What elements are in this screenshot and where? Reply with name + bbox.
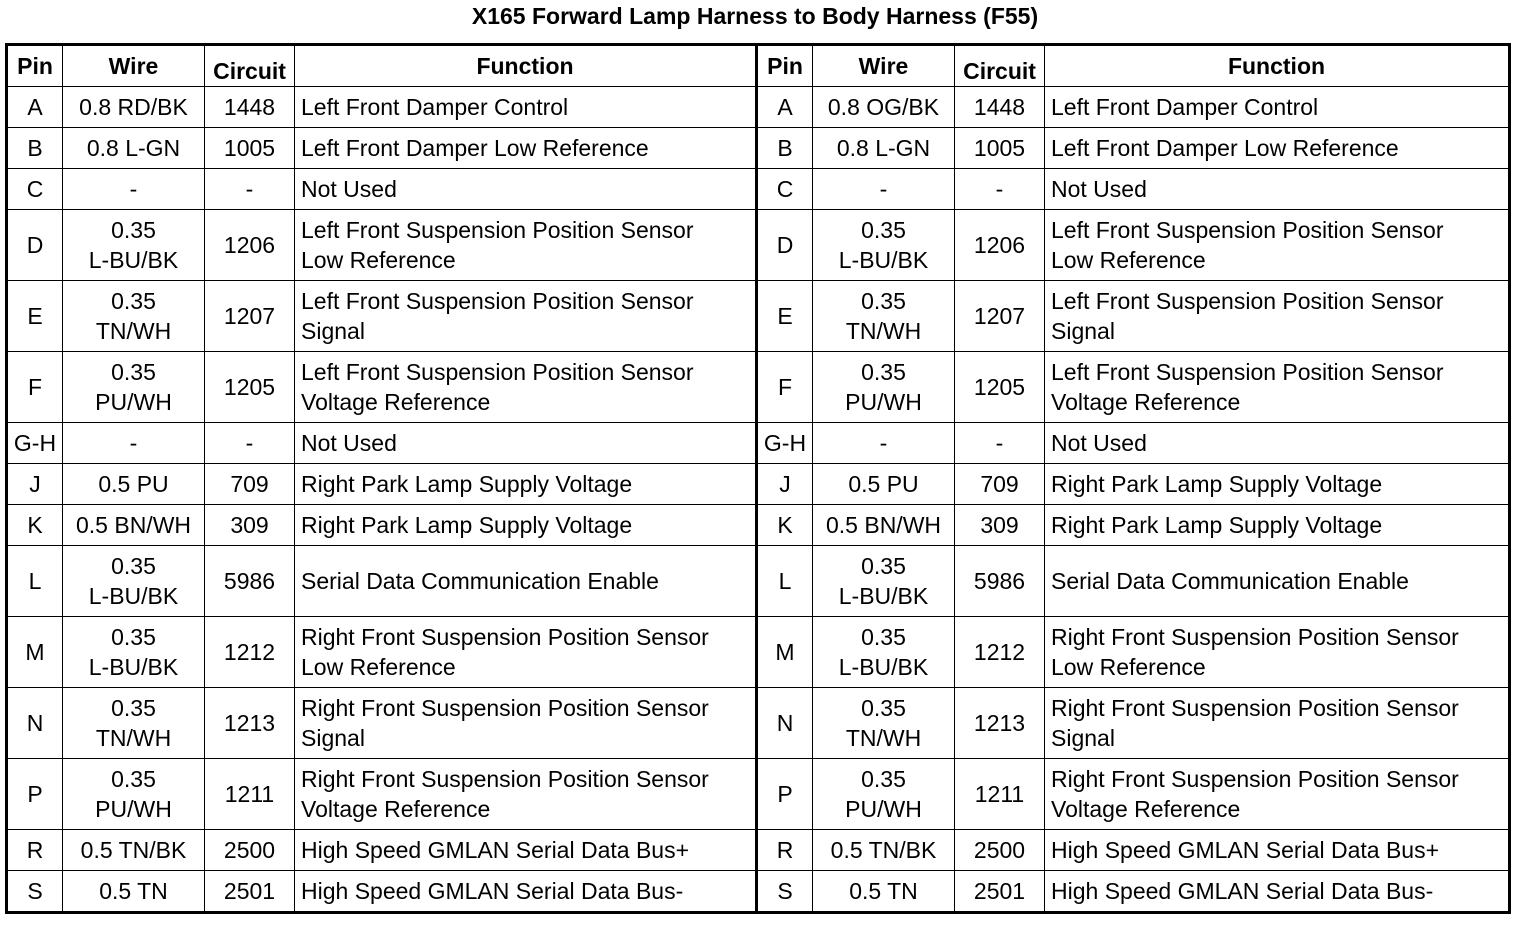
wire-cell bbox=[813, 871, 955, 913]
wire-cell bbox=[813, 210, 955, 281]
wire-cell bbox=[63, 210, 205, 281]
function-text: Right Park Lamp Supply Voltage bbox=[1051, 512, 1383, 538]
function-text: Signal bbox=[1051, 318, 1115, 344]
wire-text: 0.5 TN/BK bbox=[80, 837, 187, 863]
function-cell bbox=[1045, 505, 1510, 546]
wire-text: 0.35 bbox=[111, 288, 156, 314]
circuit-cell: 2501 bbox=[955, 871, 1045, 913]
wire-cell bbox=[813, 423, 955, 464]
pin-cell: M bbox=[757, 617, 813, 688]
pin-cell: A bbox=[757, 87, 813, 128]
pin-cell: S bbox=[7, 871, 63, 913]
wire-cell bbox=[813, 759, 955, 830]
function-cell bbox=[1045, 423, 1510, 464]
wire-text: TN/WH bbox=[845, 725, 922, 751]
pin-cell: K bbox=[7, 505, 63, 546]
wire-cell bbox=[63, 505, 205, 546]
wire-cell bbox=[63, 546, 205, 617]
wire-cell bbox=[813, 464, 955, 505]
pin-cell: N bbox=[7, 688, 63, 759]
circuit-cell: 709 bbox=[205, 464, 295, 505]
wire-text: 0.5 BN/WH bbox=[75, 512, 192, 538]
function-cell bbox=[1045, 830, 1510, 871]
pin-cell: R bbox=[7, 830, 63, 871]
function-text: Signal bbox=[1051, 725, 1115, 751]
pin-cell: D bbox=[7, 210, 63, 281]
function-text: Left Front Damper Low Reference bbox=[1051, 135, 1399, 161]
pin-cell: L bbox=[7, 546, 63, 617]
wire-text: 0.35 bbox=[861, 624, 906, 650]
wire-cell bbox=[63, 352, 205, 423]
function-cell bbox=[295, 464, 757, 505]
function-cell bbox=[295, 759, 757, 830]
wire-text: L-BU/BK bbox=[88, 583, 179, 609]
function-text: Right Park Lamp Supply Voltage bbox=[1051, 471, 1383, 497]
wire-text: PU/WH bbox=[95, 796, 172, 822]
function-text: Not Used bbox=[1051, 176, 1147, 202]
function-text: Serial Data Communication Enable bbox=[1051, 568, 1409, 594]
function-cell bbox=[295, 871, 757, 913]
pin-cell: D bbox=[757, 210, 813, 281]
wire-text: 0.35 bbox=[861, 766, 906, 792]
wire-text: 0.5 PU bbox=[98, 471, 169, 497]
function-cell bbox=[295, 505, 757, 546]
function-cell bbox=[295, 87, 757, 128]
wire-text: PU/WH bbox=[845, 796, 922, 822]
table-row bbox=[7, 281, 1510, 352]
function-text: Left Front Suspension Position Sensor bbox=[301, 217, 694, 243]
pin-cell: E bbox=[757, 281, 813, 352]
function-text: Right Front Suspension Position Sensor bbox=[1051, 624, 1459, 650]
function-text: Left Front Damper Control bbox=[301, 94, 569, 120]
wire-cell bbox=[63, 423, 205, 464]
function-text: High Speed GMLAN Serial Data Bus+ bbox=[301, 837, 690, 863]
wire-cell bbox=[813, 128, 955, 169]
function-text: Right Park Lamp Supply Voltage bbox=[301, 512, 633, 538]
pin-cell: G-H bbox=[7, 423, 63, 464]
function-cell bbox=[1045, 759, 1510, 830]
circuit-cell: 1207 bbox=[205, 281, 295, 352]
function-cell bbox=[295, 128, 757, 169]
pin-cell: F bbox=[7, 352, 63, 423]
wire-text: L-BU/BK bbox=[838, 583, 929, 609]
circuit-cell: 1213 bbox=[955, 688, 1045, 759]
wire-text: 0.8 L-GN bbox=[836, 135, 931, 161]
wire-text: 0.8 OG/BK bbox=[827, 94, 940, 120]
wire-cell bbox=[813, 830, 955, 871]
function-cell bbox=[1045, 281, 1510, 352]
function-text: Signal bbox=[301, 318, 365, 344]
function-text: Left Front Suspension Position Sensor bbox=[301, 359, 694, 385]
table-row bbox=[7, 210, 1510, 281]
function-text: Serial Data Communication Enable bbox=[301, 568, 659, 594]
wire-cell bbox=[813, 169, 955, 210]
wire-text: 0.35 bbox=[111, 553, 156, 579]
function-text: Not Used bbox=[1051, 430, 1147, 456]
circuit-cell: 1213 bbox=[205, 688, 295, 759]
wire-cell bbox=[813, 617, 955, 688]
wire-text: 0.35 bbox=[111, 217, 156, 243]
table-row bbox=[7, 169, 1510, 210]
function-text: Right Front Suspension Position Sensor bbox=[1051, 766, 1459, 792]
function-cell bbox=[1045, 169, 1510, 210]
wire-text: - bbox=[879, 430, 888, 456]
function-cell bbox=[295, 352, 757, 423]
table-row bbox=[7, 352, 1510, 423]
header-function: Function bbox=[295, 45, 757, 87]
function-cell bbox=[295, 210, 757, 281]
pin-cell: F bbox=[757, 352, 813, 423]
function-text: Left Front Suspension Position Sensor bbox=[301, 288, 694, 314]
circuit-cell: 1005 bbox=[955, 128, 1045, 169]
circuit-cell: - bbox=[955, 423, 1045, 464]
wire-text: - bbox=[129, 430, 138, 456]
pin-cell: P bbox=[757, 759, 813, 830]
wire-text: 0.8 L-GN bbox=[86, 135, 181, 161]
function-text: Left Front Suspension Position Sensor bbox=[1051, 217, 1444, 243]
header-circuit: Circuit bbox=[955, 45, 1045, 87]
wire-text: 0.35 bbox=[861, 553, 906, 579]
pin-cell: P bbox=[7, 759, 63, 830]
table-title: X165 Forward Lamp Harness to Body Harness (F55) bbox=[471, 3, 1039, 29]
wire-text: L-BU/BK bbox=[838, 247, 929, 273]
wire-text: 0.35 bbox=[111, 359, 156, 385]
function-text: Left Front Suspension Position Sensor bbox=[1051, 359, 1444, 385]
pin-cell: A bbox=[7, 87, 63, 128]
circuit-cell: 309 bbox=[955, 505, 1045, 546]
table-row bbox=[7, 128, 1510, 169]
pin-cell: G-H bbox=[757, 423, 813, 464]
wire-text: L-BU/BK bbox=[88, 654, 179, 680]
header-row bbox=[7, 45, 1510, 87]
function-text: Left Front Damper Low Reference bbox=[301, 135, 649, 161]
wire-cell bbox=[813, 352, 955, 423]
wire-text: 0.5 PU bbox=[848, 471, 919, 497]
header-wire: Wire bbox=[813, 45, 955, 87]
circuit-cell: 1207 bbox=[955, 281, 1045, 352]
wire-cell bbox=[63, 128, 205, 169]
function-text: Not Used bbox=[301, 430, 397, 456]
function-cell bbox=[295, 617, 757, 688]
wire-text: 0.35 bbox=[861, 288, 906, 314]
wire-cell bbox=[63, 871, 205, 913]
circuit-cell: 5986 bbox=[955, 546, 1045, 617]
function-cell bbox=[1045, 352, 1510, 423]
wire-text: 0.5 BN/WH bbox=[825, 512, 942, 538]
circuit-cell: 709 bbox=[955, 464, 1045, 505]
circuit-cell: - bbox=[205, 423, 295, 464]
wire-text: TN/WH bbox=[95, 725, 172, 751]
function-cell bbox=[1045, 210, 1510, 281]
circuit-cell: 1448 bbox=[955, 87, 1045, 128]
circuit-cell: 309 bbox=[205, 505, 295, 546]
function-text: Left Front Damper Control bbox=[1051, 94, 1319, 120]
table-row bbox=[7, 830, 1510, 871]
function-text: Low Reference bbox=[1051, 247, 1206, 273]
pin-table bbox=[5, 43, 1511, 914]
circuit-cell: 1212 bbox=[955, 617, 1045, 688]
table-row bbox=[7, 617, 1510, 688]
wire-cell bbox=[63, 759, 205, 830]
wire-text: TN/WH bbox=[845, 318, 922, 344]
pin-cell: C bbox=[7, 169, 63, 210]
wire-cell bbox=[813, 87, 955, 128]
wire-text: 0.35 bbox=[111, 695, 156, 721]
wire-text: 0.35 bbox=[111, 624, 156, 650]
circuit-cell: 1211 bbox=[955, 759, 1045, 830]
function-text: High Speed GMLAN Serial Data Bus- bbox=[301, 878, 684, 904]
function-text: High Speed GMLAN Serial Data Bus- bbox=[1051, 878, 1434, 904]
wire-text: 0.35 bbox=[861, 217, 906, 243]
table-row bbox=[7, 87, 1510, 128]
function-text: Low Reference bbox=[1051, 654, 1206, 680]
function-text: Not Used bbox=[301, 176, 397, 202]
header-function: Function bbox=[1045, 45, 1510, 87]
wire-text: PU/WH bbox=[845, 389, 922, 415]
pin-cell: J bbox=[757, 464, 813, 505]
function-text: Low Reference bbox=[301, 247, 456, 273]
pin-cell: K bbox=[757, 505, 813, 546]
function-cell bbox=[1045, 464, 1510, 505]
circuit-cell: - bbox=[205, 169, 295, 210]
circuit-cell: 1005 bbox=[205, 128, 295, 169]
pin-cell: J bbox=[7, 464, 63, 505]
function-text: Right Front Suspension Position Sensor bbox=[301, 624, 709, 650]
circuit-cell: 1212 bbox=[205, 617, 295, 688]
circuit-cell: 1205 bbox=[955, 352, 1045, 423]
function-cell bbox=[1045, 87, 1510, 128]
pin-cell: L bbox=[757, 546, 813, 617]
function-cell bbox=[1045, 617, 1510, 688]
wire-text: PU/WH bbox=[95, 389, 172, 415]
wire-text: 0.35 bbox=[861, 359, 906, 385]
circuit-cell: 2500 bbox=[205, 830, 295, 871]
wire-text: 0.35 bbox=[111, 766, 156, 792]
function-cell bbox=[295, 688, 757, 759]
pin-cell: E bbox=[7, 281, 63, 352]
table-row bbox=[7, 871, 1510, 913]
function-cell bbox=[295, 546, 757, 617]
circuit-cell: 1205 bbox=[205, 352, 295, 423]
pin-cell: B bbox=[7, 128, 63, 169]
wire-cell bbox=[63, 87, 205, 128]
wire-cell bbox=[813, 281, 955, 352]
pin-cell: B bbox=[757, 128, 813, 169]
function-text: Voltage Reference bbox=[1051, 389, 1241, 415]
wire-text: - bbox=[879, 176, 888, 202]
wire-cell bbox=[813, 688, 955, 759]
function-text: Right Front Suspension Position Sensor bbox=[301, 695, 709, 721]
wire-cell bbox=[63, 830, 205, 871]
function-text: Signal bbox=[301, 725, 365, 751]
pin-cell: R bbox=[757, 830, 813, 871]
function-cell bbox=[1045, 871, 1510, 913]
function-cell bbox=[295, 830, 757, 871]
wire-text: 0.8 RD/BK bbox=[79, 94, 188, 120]
circuit-cell: 2501 bbox=[205, 871, 295, 913]
wire-cell bbox=[63, 281, 205, 352]
function-text: Right Front Suspension Position Sensor bbox=[1051, 695, 1459, 721]
function-text: Voltage Reference bbox=[301, 389, 491, 415]
function-text: Left Front Suspension Position Sensor bbox=[1051, 288, 1444, 314]
table-row bbox=[7, 759, 1510, 830]
function-text: High Speed GMLAN Serial Data Bus+ bbox=[1051, 837, 1440, 863]
wire-text: L-BU/BK bbox=[838, 654, 929, 680]
wire-text: 0.5 TN bbox=[849, 878, 918, 904]
header-circuit: Circuit bbox=[205, 45, 295, 87]
pin-table-body bbox=[7, 87, 1510, 913]
wire-text: 0.35 bbox=[861, 695, 906, 721]
wire-text: L-BU/BK bbox=[88, 247, 179, 273]
wire-cell bbox=[63, 169, 205, 210]
function-cell bbox=[295, 281, 757, 352]
function-cell bbox=[1045, 546, 1510, 617]
function-text: Right Front Suspension Position Sensor bbox=[301, 766, 709, 792]
wire-cell bbox=[813, 505, 955, 546]
function-text: Low Reference bbox=[301, 654, 456, 680]
function-cell bbox=[1045, 128, 1510, 169]
table-row bbox=[7, 546, 1510, 617]
function-text: Right Park Lamp Supply Voltage bbox=[301, 471, 633, 497]
function-cell bbox=[1045, 688, 1510, 759]
header-wire: Wire bbox=[63, 45, 205, 87]
wire-text: 0.5 TN bbox=[99, 878, 168, 904]
wire-cell bbox=[63, 617, 205, 688]
function-text: Voltage Reference bbox=[1051, 796, 1241, 822]
table-row bbox=[7, 423, 1510, 464]
wire-text: TN/WH bbox=[95, 318, 172, 344]
circuit-cell: 1448 bbox=[205, 87, 295, 128]
pin-cell: M bbox=[7, 617, 63, 688]
circuit-cell: 1211 bbox=[205, 759, 295, 830]
function-cell bbox=[295, 423, 757, 464]
function-cell bbox=[295, 169, 757, 210]
pin-cell: N bbox=[757, 688, 813, 759]
wire-cell bbox=[63, 688, 205, 759]
table-row bbox=[7, 688, 1510, 759]
table-row bbox=[7, 464, 1510, 505]
table-row bbox=[7, 505, 1510, 546]
wire-text: 0.5 TN/BK bbox=[830, 837, 937, 863]
function-text: Voltage Reference bbox=[301, 796, 491, 822]
wire-cell bbox=[63, 464, 205, 505]
pin-cell: C bbox=[757, 169, 813, 210]
wire-cell bbox=[813, 546, 955, 617]
pin-cell: S bbox=[757, 871, 813, 913]
header-pin: Pin bbox=[7, 45, 63, 87]
wire-text: - bbox=[129, 176, 138, 202]
circuit-cell: 1206 bbox=[205, 210, 295, 281]
circuit-cell: - bbox=[955, 169, 1045, 210]
circuit-cell: 2500 bbox=[955, 830, 1045, 871]
circuit-cell: 5986 bbox=[205, 546, 295, 617]
header-pin: Pin bbox=[757, 45, 813, 87]
circuit-cell: 1206 bbox=[955, 210, 1045, 281]
